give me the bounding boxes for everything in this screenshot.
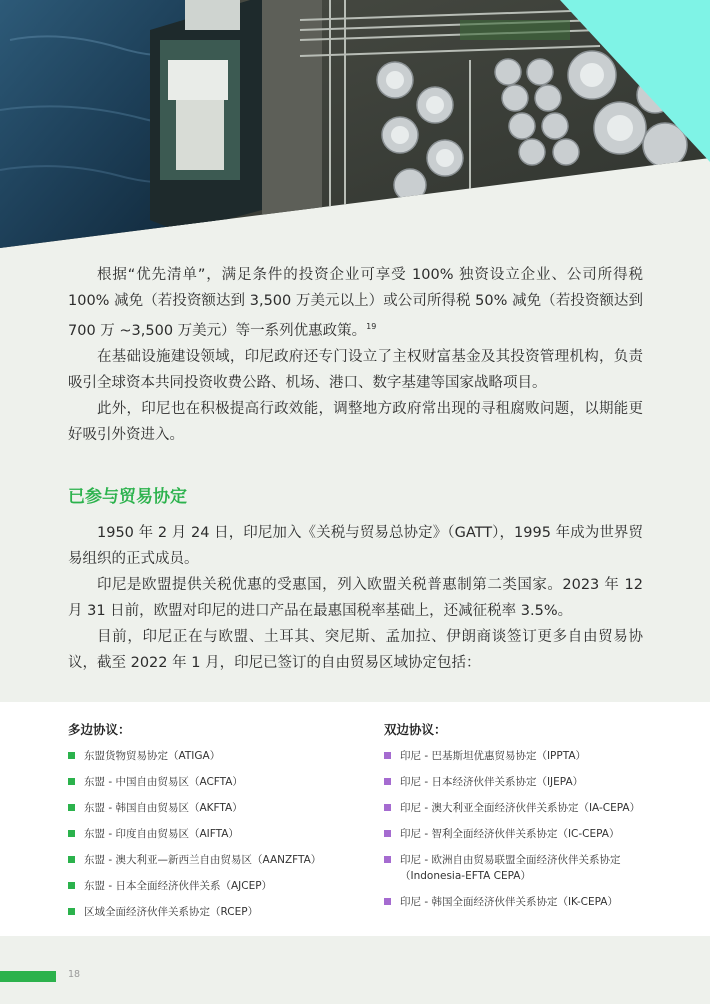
bilateral-list bbox=[384, 720, 684, 920]
bullet-square-icon bbox=[68, 856, 75, 863]
paragraph-gatt: 1950 年 2 月 24 日，印尼加入《关税与贸易总协定》（GATT），1995 年成为世界贸易组织的正式成员。 bbox=[68, 525, 643, 567]
list-item: 东盟 - 韩国自由贸易区（AKFTA） bbox=[68, 800, 368, 816]
bullet-square-icon bbox=[384, 898, 391, 905]
bullet-square-icon bbox=[384, 752, 391, 759]
section-title: 已参与贸易协定 bbox=[68, 487, 187, 507]
bullet-square-icon bbox=[68, 830, 75, 837]
list-item: 东盟 - 澳大利亚—新西兰自由贸易区（AANZFTA） bbox=[68, 852, 368, 868]
paragraph-administration: 此外，印尼也在积极提高行政效能，调整地方政府常出现的寻租腐败问题，以期能更好吸引外资进入。 bbox=[68, 400, 643, 443]
list-item: 印尼 - 欧洲自由贸易联盟全面经济伙伴关系协定（Indonesia-EFTA CEPA） bbox=[384, 852, 684, 884]
list-item: 印尼 - 日本经济伙伴关系协定（IJEPA） bbox=[384, 774, 684, 790]
agreements-panel bbox=[0, 702, 710, 936]
bullet-square-icon bbox=[384, 804, 391, 811]
list-item: 印尼 - 澳大利亚全面经济伙伴关系协定（IA-CEPA） bbox=[384, 800, 684, 816]
bullet-square-icon bbox=[68, 882, 75, 889]
paragraph-priority-list: 根据“优先清单”，满足条件的投资企业可享受 100% 独资设立企业、公司所得税 100% 减免（若投资额达到 3,500 万美元以上）或公司所得税 50% 减免（若投资额达到 700 万 ~3,500 万美元）等一系列优惠政策。$^{19}$ bbox=[68, 267, 643, 339]
page-number: 18 bbox=[68, 969, 81, 980]
footnote-ref: 19 bbox=[366, 322, 377, 331]
bullet-square-icon bbox=[384, 856, 391, 863]
list-item: 印尼 - 智利全面经济伙伴关系协定（IC-CEPA） bbox=[384, 826, 684, 842]
list-item: 东盟货物贸易协定（ATIGA） bbox=[68, 748, 368, 764]
trade-section bbox=[68, 520, 643, 676]
bilateral-title: 双边协议： bbox=[384, 722, 447, 737]
footer-accent-bar bbox=[0, 971, 56, 982]
multilateral-list bbox=[68, 720, 368, 930]
list-item: 印尼 - 韩国全面经济伙伴关系协定（IK-CEPA） bbox=[384, 894, 684, 910]
bullet-square-icon bbox=[384, 830, 391, 837]
paragraph-infrastructure: 在基础设施建设领域，印尼政府还专门设立了主权财富基金及其投资管理机构，负责吸引全球资本共同投资收费公路、机场、港口、数字基建等国家战略项目。 bbox=[68, 348, 643, 391]
list-item: 区域全面经济伙伴关系协定（RCEP） bbox=[68, 904, 368, 920]
hero-photo bbox=[0, 0, 710, 248]
paragraph-negotiations: 目前，印尼正在与欧盟、土耳其、突尼斯、孟加拉、伊朗商谈签订更多自由贸易协议，截至 2022 年 1 月，印尼已签订的自由贸易区域协定包括： bbox=[68, 629, 643, 671]
list-item: 东盟 - 中国自由贸易区（ACFTA） bbox=[68, 774, 368, 790]
list-item: 印尼 - 巴基斯坦优惠贸易协定（IPPTA） bbox=[384, 748, 684, 764]
bullet-square-icon bbox=[68, 752, 75, 759]
list-item: 东盟 - 日本全面经济伙伴关系（AJCEP） bbox=[68, 878, 368, 894]
bullet-square-icon bbox=[68, 778, 75, 785]
bullet-square-icon bbox=[68, 908, 75, 915]
list-item: 东盟 - 印度自由贸易区（AIFTA） bbox=[68, 826, 368, 842]
intro-section bbox=[68, 262, 643, 448]
multilateral-title: 多边协议： bbox=[68, 722, 131, 737]
bullet-square-icon bbox=[68, 804, 75, 811]
bullet-square-icon bbox=[384, 778, 391, 785]
paragraph-eu: 印尼是欧盟提供关税优惠的受惠国，列入欧盟关税普惠制第二类国家。2023 年 12 月 31 日前，欧盟对印尼的进口产品在最惠国税率基础上，还减征税率 3.5%。 bbox=[68, 577, 643, 619]
